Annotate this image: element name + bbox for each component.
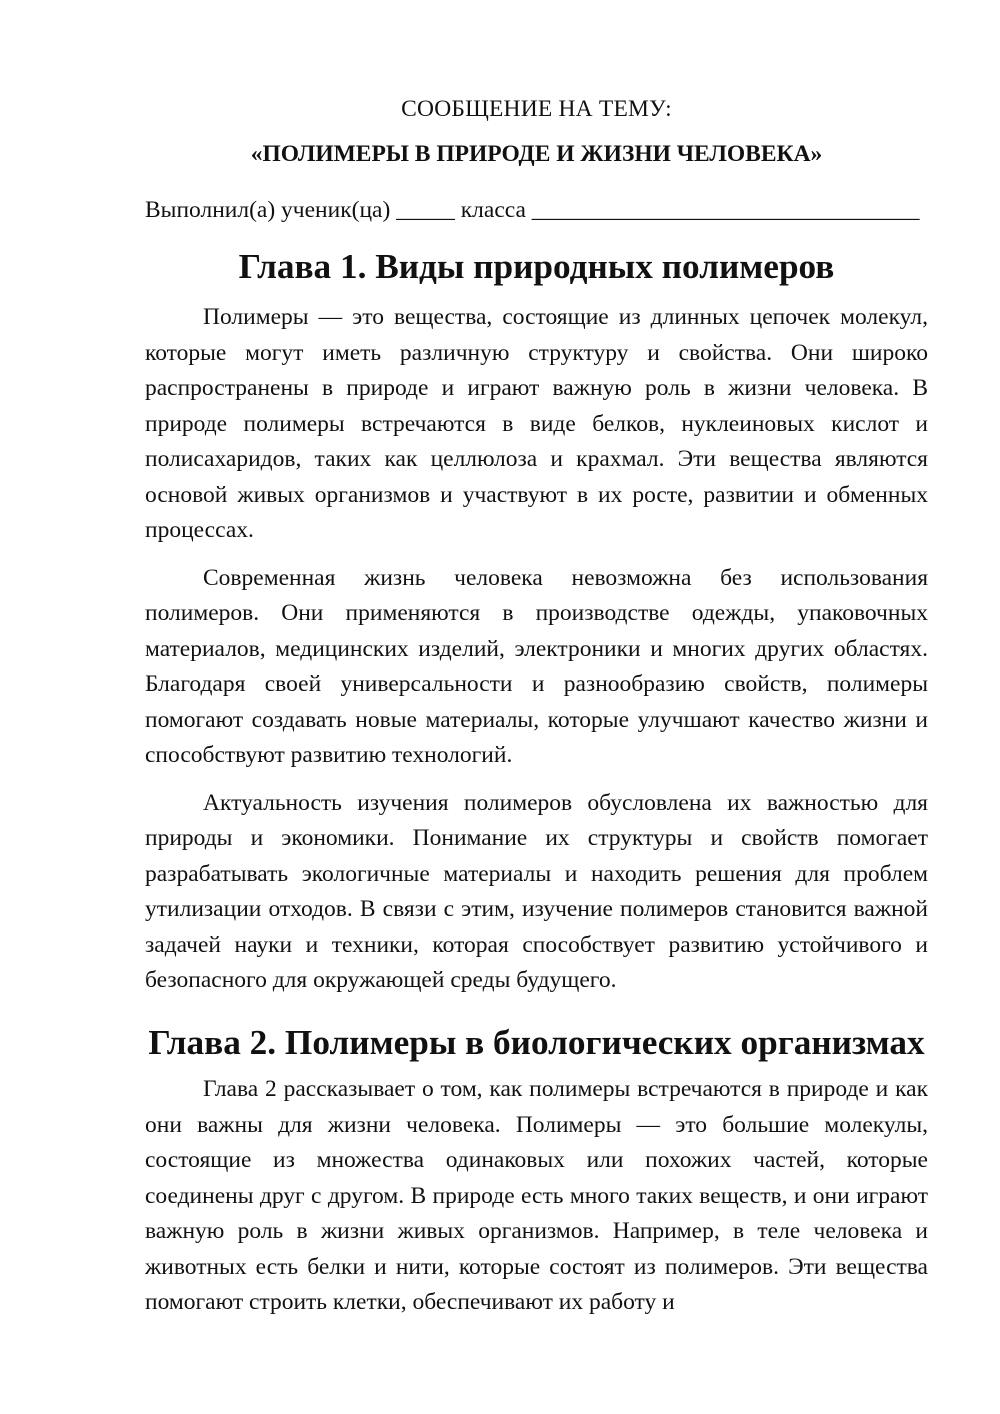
author-class-line: Выполнил(а) ученик(ца) _____ класса _________________________________: [145, 197, 920, 223]
chapter-2-heading: Глава 2. Полимеры в биологических организмах: [148, 1022, 925, 1062]
chapter-2-paragraph: Глава 2 рассказывает о том, как полимеры встречаются в природе и как они важны для жизни человека. Полимеры — это большие молекулы, состоящие из множества одинаковых или похожих частей, которые соединены друг с другом. В природе есть много таких веществ, и они играют важную роль в жизни живых организмов. Например, в теле человека и животных есть белки и нити, которые состоят из полимеров. Эти вещества помогают строить клетки, обеспечивают их работу и: [145, 1076, 928, 1315]
document-title-line1: СООБЩЕНИЕ НА ТЕМУ:: [401, 96, 672, 122]
chapter-1-heading: Глава 1. Виды природных полимеров: [238, 246, 835, 286]
document-title-line2: «ПОЛИМЕРЫ В ПРИРОДЕ И ЖИЗНИ ЧЕЛОВЕКА»: [250, 140, 823, 167]
chapter-1-paragraph: Современная жизнь человека невозможна без использования полимеров. Они применяются в производстве одежды, упаковочных материалов, медицинских изделий, электроники и многих других областях. Благодаря своей универсальности и разнообразию свойств, полимеры помогают создавать новые материалы, которые улучшают качество жизни и способствуют развитию технологий.: [145, 564, 928, 768]
chapter-1-paragraph: Полимеры — это вещества, состоящие из длинных цепочек молекул, которые могут иметь различную структуру и свойства. Они широко распространены в природе и играют важную роль в жизни человека. В природе полимеры встречаются в виде белков, нуклеиновых кислот и полисахаридов, таких как целлюлоза и крахмал. Эти вещества являются основой живых организмов и участвуют в их росте, развитии и обменных процессах.: [145, 304, 928, 543]
document-page: [145, 92, 928, 1321]
chapter-1-paragraph: Актуальность изучения полимеров обусловлена их важностью для природы и экономики. Понимание их структуры и свойств помогает разрабатывать экологичные материалы и находить решения для проблем утилизации отходов. В связи с этим, изучение полимеров становится важной задачей науки и техники, которая способствует развитию устойчивого и безопасного для окружающей среды будущего.: [145, 789, 928, 993]
